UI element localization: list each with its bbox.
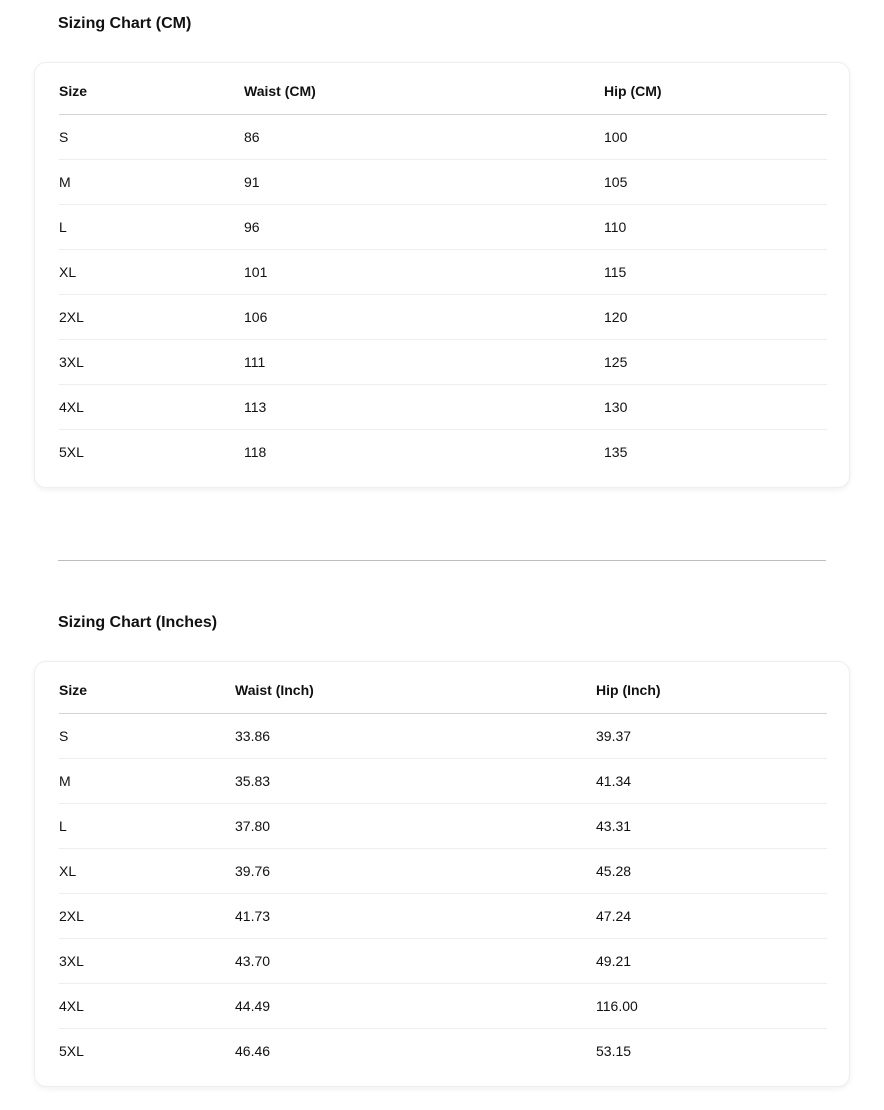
- cell-waist: 96: [244, 205, 604, 250]
- table-row: [59, 714, 827, 759]
- cell-size: M: [59, 759, 235, 804]
- cell-size: S: [59, 115, 244, 160]
- cell-waist: 46.46: [235, 1043, 271, 1059]
- cell-hip: 125: [604, 340, 827, 385]
- cell-waist: 113: [244, 385, 604, 430]
- table-row: [59, 939, 827, 984]
- cell-waist: 91: [244, 160, 604, 205]
- cell-hip: 130: [604, 385, 827, 430]
- table-row: [59, 849, 827, 894]
- cell-size: 3XL: [59, 939, 235, 984]
- sizing-chart-inches-title: Sizing Chart (Inches): [58, 614, 218, 631]
- cell-size: XL: [59, 849, 235, 894]
- cell-size: L: [59, 205, 244, 250]
- cell-hip: 39.37: [596, 714, 827, 759]
- cell-waist: 43.70: [235, 939, 596, 984]
- header-size: Size: [59, 676, 235, 714]
- sizing-table-inches: [59, 676, 827, 1073]
- cell-waist: 35.83: [235, 759, 596, 804]
- cell-size: XL: [59, 250, 244, 295]
- cell-size: 5XL: [59, 1043, 84, 1059]
- cell-hip: 135: [604, 444, 628, 460]
- cell-hip: 120: [604, 295, 827, 340]
- cell-hip: 110: [604, 205, 827, 250]
- header-hip-inch: Hip (Inch): [596, 676, 827, 714]
- cell-hip: 47.24: [596, 894, 827, 939]
- cell-hip: 45.28: [596, 849, 827, 894]
- table-row: [59, 759, 827, 804]
- cell-waist: 111: [244, 340, 604, 385]
- cell-size: 5XL: [59, 444, 84, 460]
- cell-waist: 37.80: [235, 804, 596, 849]
- cell-waist: 118: [244, 444, 267, 460]
- sizing-chart-cm-title: Sizing Chart (CM): [58, 15, 192, 32]
- header-hip-cm: Hip (CM): [604, 77, 827, 115]
- cell-waist: 86: [244, 115, 604, 160]
- table-row: [59, 1029, 827, 1074]
- cell-hip: 41.34: [596, 759, 827, 804]
- cell-size: S: [59, 714, 235, 759]
- table-row: [59, 385, 827, 430]
- sizing-chart-inches-card: [34, 661, 850, 1087]
- cell-hip: 116.00: [596, 984, 827, 1029]
- cell-hip: 49.21: [596, 939, 827, 984]
- cell-waist: 44.49: [235, 984, 596, 1029]
- table-row: [59, 340, 827, 385]
- cell-size: 4XL: [59, 385, 244, 430]
- cell-size: 2XL: [59, 295, 244, 340]
- table-row: [59, 250, 827, 295]
- table-header-row: [59, 676, 827, 714]
- header-size: Size: [59, 77, 244, 115]
- cell-size: M: [59, 160, 244, 205]
- cell-size: L: [59, 804, 235, 849]
- cell-hip: 53.15: [596, 1043, 632, 1059]
- header-waist-cm: Waist (CM): [244, 77, 604, 115]
- cell-hip: 43.31: [596, 804, 827, 849]
- cell-waist: 101: [244, 250, 604, 295]
- header-waist-inch: Waist (Inch): [235, 676, 596, 714]
- table-row: [59, 205, 827, 250]
- table-header-row: [59, 77, 827, 115]
- cell-waist: 106: [244, 295, 604, 340]
- table-row: [59, 295, 827, 340]
- sizing-chart-cm-card: [34, 62, 850, 488]
- table-row: [59, 804, 827, 849]
- cell-waist: 39.76: [235, 849, 596, 894]
- cell-waist: 33.86: [235, 714, 596, 759]
- cell-waist: 41.73: [235, 894, 596, 939]
- cell-hip: 115: [604, 250, 827, 295]
- table-row: [59, 894, 827, 939]
- cell-size: 2XL: [59, 894, 235, 939]
- section-divider: [58, 560, 826, 561]
- cell-hip: 100: [604, 115, 827, 160]
- cell-size: 4XL: [59, 984, 235, 1029]
- cell-hip: 105: [604, 160, 827, 205]
- table-row: [59, 160, 827, 205]
- sizing-table-cm: [59, 77, 827, 474]
- table-row: [59, 115, 827, 160]
- table-row: [59, 430, 827, 475]
- table-row: [59, 984, 827, 1029]
- cell-size: 3XL: [59, 340, 244, 385]
